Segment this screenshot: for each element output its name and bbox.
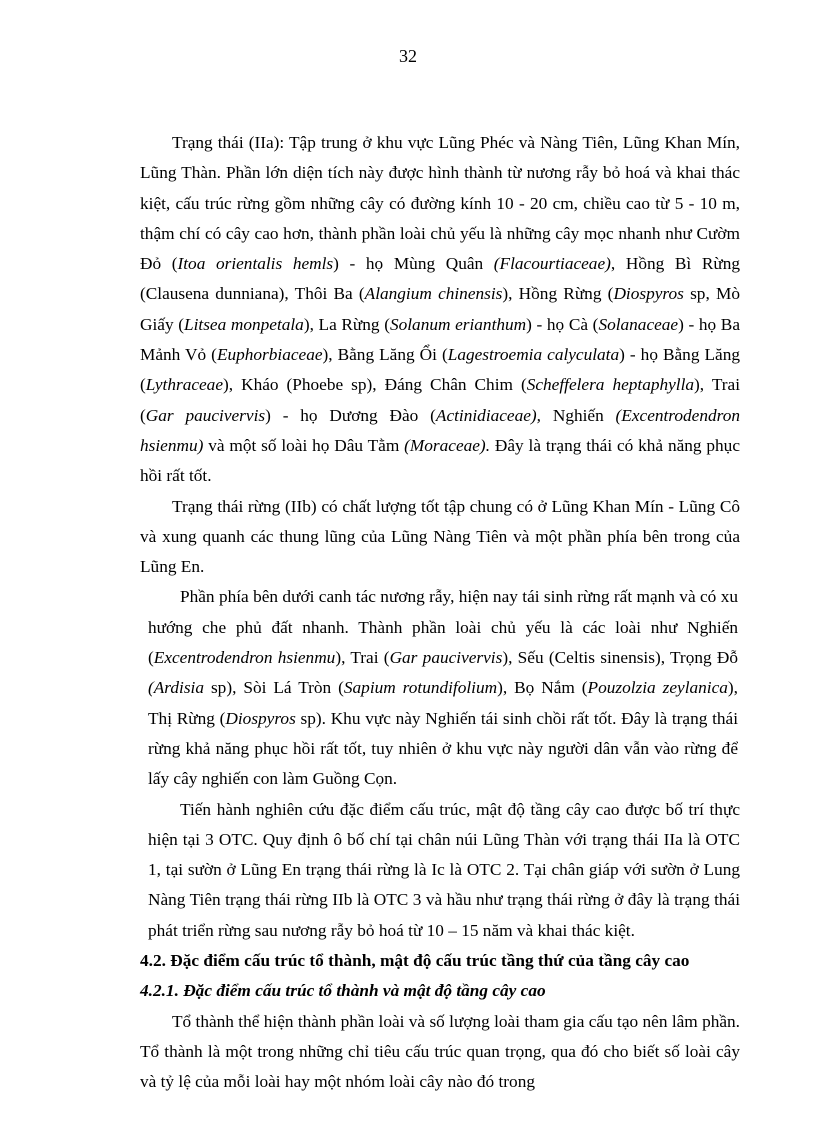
paragraph-composition: Tổ thành thể hiện thành phần loài và số lượng loài tham gia cấu tạo nên lâm phần. Tổ thành là một trong những chỉ tiêu cấu trúc quan trọng, qua đó cho biết số loài cây và tỷ lệ của mỗi loài hay một nhóm loài cây nào đó trong [140, 1011, 740, 1092]
paragraph-state-iib: Trạng thái rừng (IIb) có chất lượng tốt tập chung có ở Lũng Khan Mín - Lũng Cô và xung quanh các thung lũng của Lũng Nàng Tiên và một phần phía bên trong của Lũng En. [140, 496, 740, 577]
paragraph-regeneration: Phần phía bên dưới canh tác nương rẫy, hiện nay tái sinh rừng rất mạnh và có xu hướng che phủ đất nhanh. Thành phần loài chủ yếu là các loài như Nghiến (Excentrodendron hsienmu), Trai (Gar paucivervis), Sếu (Celtis sinensis), Trọng Đỗ (Ardisia sp), Sòi Lá Tròn (Sapium rotundifolium), Bọ Nắm (Pouzolzia zeylanica), Thị Rừng (Diospyros sp). Khu vực này Nghiến tái sinh chồi rất tốt. Đây là trạng thái rừng khả năng phục hồi rất tốt, tuy nhiên ở khu vực này người dân vẫn vào rừng để lấy cây nghiến con làm Guồng Cọn. [148, 587, 739, 789]
subsection-heading: 4.2.1. Đặc điểm cấu trúc tổ thành và mật độ tầng cây cao [140, 981, 546, 1001]
body-text [140, 128, 740, 1098]
paragraph-state-iia: Trạng thái (IIa): Tập trung ở khu vực Lũng Phéc và Nàng Tiên, Lũng Khan Mín, Lũng Thàn. Phần lớn diện tích này được hình thành từ nương rẫy bỏ hoá và khai thác kiệt, cấu trúc rừng gồm những cây có đường kính 10 - 20 cm, chiều cao từ 5 - 10 m, thậm chí có cây cao hơn, thành phần loài chủ yếu là những cây mọc nhanh như Cườm Đỏ (Itoa orientalis hemls) - họ Mùng Quân (Flacourtiaceae), Hồng Bì Rừng (Clausena dunniana), Thôi Ba (Alangium chinensis), Hồng Rừng (Diospyros sp, Mò Giấy (Litsea monpetala), La Rừng (Solanum erianthum) - họ Cà (Solanaceae) - họ Ba Mảnh Vỏ (Euphorbiaceae), Bằng Lăng Ổi (Lagestroemia calyculata) - họ Bằng Lăng (Lythraceae), Kháo (Phoebe sp), Đáng Chân Chim (Scheffelera heptaphylla), Trai (Gar paucivervis) - họ Dương Đào (Actinidiaceae), Nghiến (Excentrodendron hsienmu) và một số loài họ Dâu Tằm (Moraceae). Đây là trạng thái có khả năng phục hồi rất tốt. [140, 133, 740, 486]
section-heading: 4.2. Đặc điểm cấu trúc tổ thành, mật độ cấu trúc tầng thứ của tầng cây cao [140, 951, 690, 971]
paragraph-otc-plots: Tiến hành nghiên cứu đặc điểm cấu trúc, mật độ tầng cây cao được bố trí thực hiện tại 3 OTC. Quy định ô bố chí tại chân núi Lũng Thàn với trạng thái IIa là OTC 1, tại sườn ở Lũng En trạng thái rừng là Ic là OTC 2. Tại chân giáp với sườn ở Lung Nàng Tiên trạng thái rừng IIb là OTC 3 và hầu như trạng thái rừng ở đây là trạng thái phát triển rừng sau nương rẫy bỏ hoá từ 10 – 15 năm và khai thác kiệt. [148, 799, 740, 940]
page-number: 32 [399, 46, 417, 66]
